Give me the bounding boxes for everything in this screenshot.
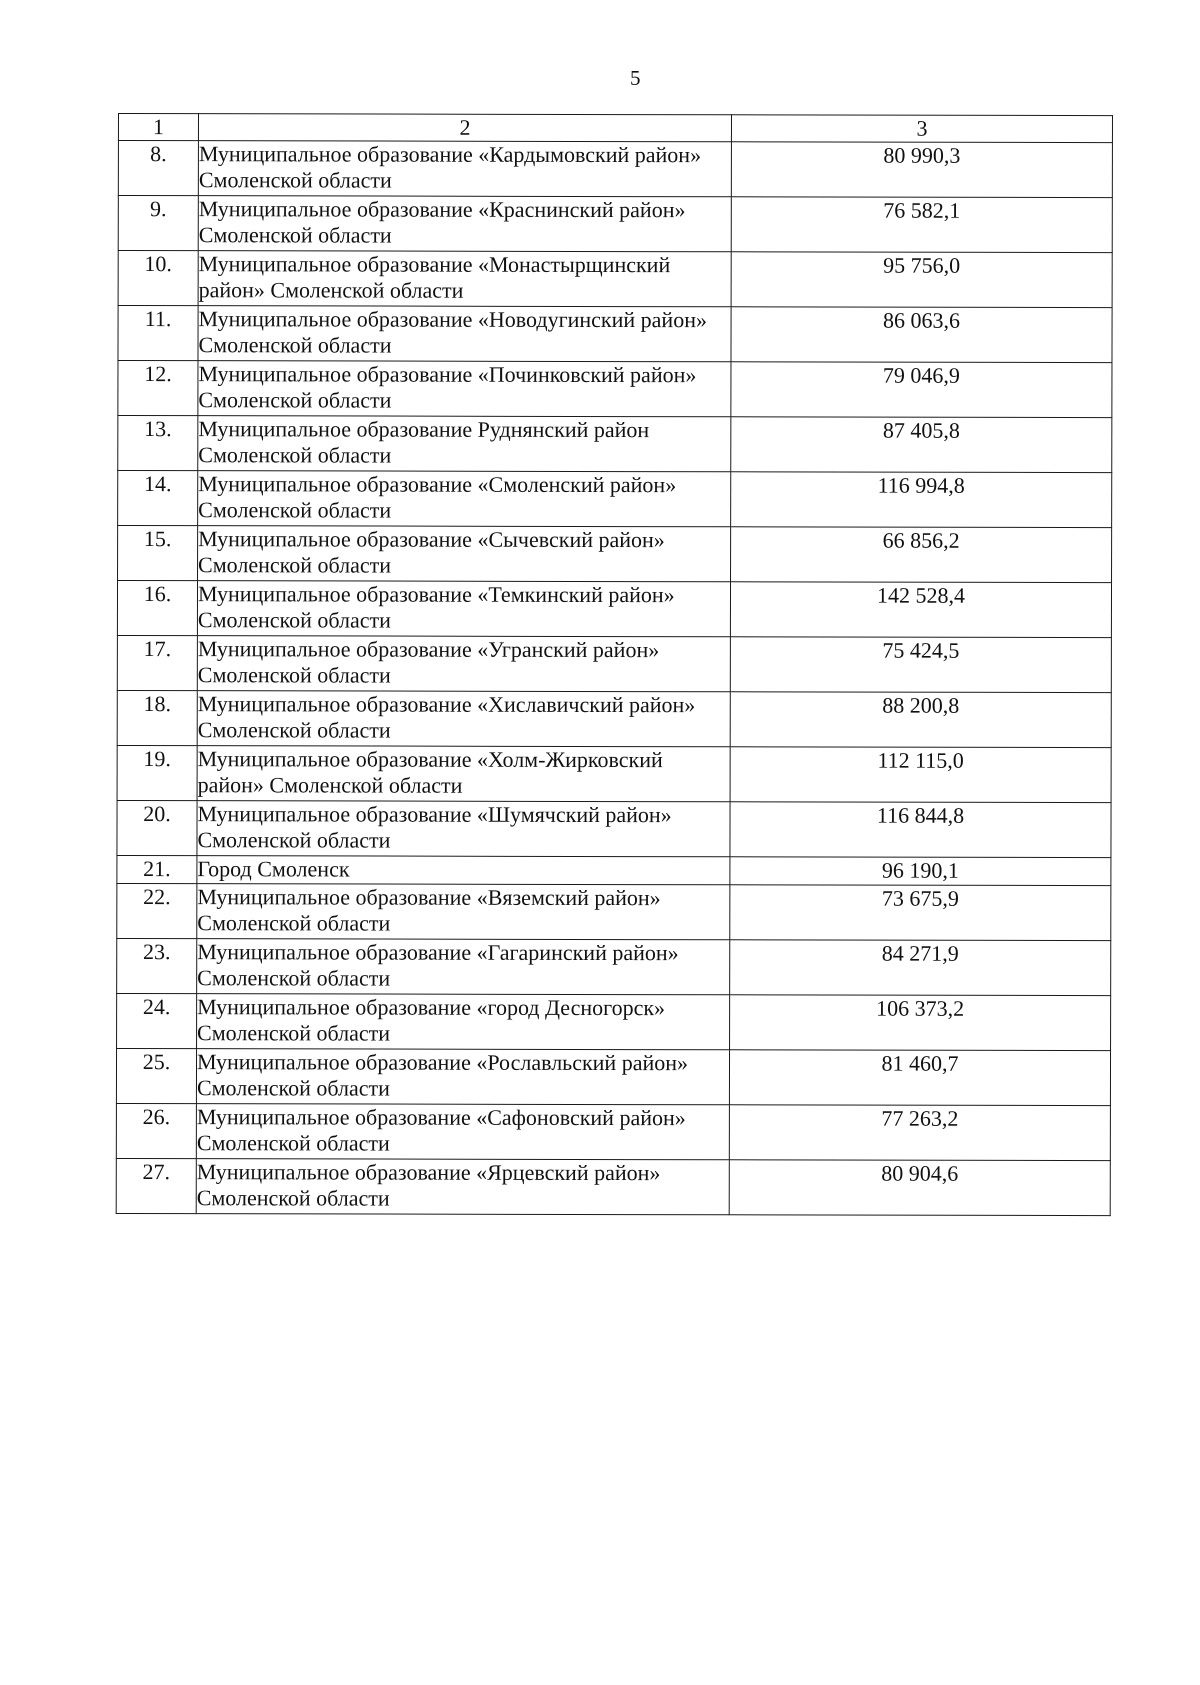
page-number: 5 — [630, 66, 641, 90]
table-row — [118, 526, 1112, 583]
amount-value: 116 844,8 — [730, 802, 1111, 858]
municipality-name: Муниципальное образование «Кардымовский район» Смоленской области — [198, 141, 731, 197]
amount-value: 96 190,1 — [730, 857, 1111, 886]
table-row — [117, 855, 1111, 885]
table-row — [118, 471, 1112, 528]
amount-value: 87 405,8 — [731, 417, 1112, 473]
table-row — [117, 993, 1111, 1050]
municipality-name: Муниципальное образование «Монастырщинский район» Смоленской области — [198, 251, 731, 307]
row-number: 14. — [118, 471, 198, 526]
municipality-name: Муниципальное образование «Рославльский район» Смоленской области — [196, 1049, 729, 1105]
municipality-name: Муниципальное образование «Сафоновский район» Смоленской области — [196, 1104, 729, 1160]
municipality-name: Муниципальное образование «Починковский район» Смоленской области — [198, 361, 731, 417]
table-header-row — [118, 114, 1112, 143]
municipality-name: Муниципальное образование «Смоленский район» Смоленской области — [198, 471, 731, 527]
row-number: 17. — [117, 635, 197, 690]
row-number: 11. — [118, 306, 198, 361]
amount-value: 112 115,0 — [730, 747, 1111, 803]
amount-value: 75 424,5 — [730, 637, 1111, 693]
municipality-name: Муниципальное образование «Вяземский район» Смоленской области — [197, 884, 730, 940]
row-number: 25. — [116, 1048, 196, 1103]
municipality-name: Муниципальное образование «Холм-Жирковский район» Смоленской области — [197, 746, 730, 802]
table-row — [117, 800, 1111, 857]
municipality-name: Муниципальное образование «Гагаринский район» Смоленской области — [197, 939, 730, 995]
amount-value: 88 200,8 — [730, 692, 1111, 748]
table-row — [118, 251, 1112, 308]
table-row — [117, 635, 1111, 692]
amount-value: 77 263,2 — [729, 1105, 1110, 1161]
row-number: 22. — [117, 883, 197, 938]
table-row — [118, 306, 1112, 363]
municipality-name: Муниципальное образование «Краснинский район» Смоленской области — [198, 196, 731, 252]
row-number: 18. — [117, 690, 197, 745]
row-number: 15. — [118, 526, 198, 581]
row-number: 9. — [118, 196, 198, 251]
table-row — [117, 581, 1111, 638]
row-number: 19. — [117, 745, 197, 800]
municipality-name: Муниципальное образование «Хиславичский район» Смоленской области — [197, 691, 730, 747]
municipality-name: Муниципальное образование «Новодугинский район» Смоленской области — [198, 306, 731, 362]
municipality-name: Муниципальное образование Руднянский район Смоленской области — [198, 416, 731, 472]
amount-value: 73 675,9 — [730, 885, 1111, 941]
table-row — [117, 938, 1111, 995]
amount-value: 80 904,6 — [729, 1160, 1110, 1216]
amount-value: 81 460,7 — [729, 1050, 1110, 1106]
amount-value: 106 373,2 — [730, 995, 1111, 1051]
row-number: 27. — [116, 1158, 196, 1213]
table-row — [117, 690, 1111, 747]
municipality-name: Муниципальное образование «Угранский район» Смоленской области — [197, 636, 730, 692]
amount-value: 66 856,2 — [731, 527, 1112, 583]
row-number: 26. — [116, 1103, 196, 1158]
allocation-table — [116, 113, 1113, 1216]
amount-value: 95 756,0 — [731, 252, 1112, 308]
table-row — [116, 1158, 1110, 1215]
table-row — [118, 141, 1112, 198]
municipality-name: Муниципальное образование «город Десногорск» Смоленской области — [197, 994, 730, 1050]
amount-value: 86 063,6 — [731, 307, 1112, 363]
row-number: 20. — [117, 800, 197, 855]
row-number: 10. — [118, 251, 198, 306]
amount-value: 142 528,4 — [730, 582, 1111, 638]
row-number: 13. — [118, 416, 198, 471]
municipality-name: Муниципальное образование «Ярцевский район» Смоленской области — [196, 1159, 729, 1215]
table-row — [116, 1103, 1110, 1160]
municipality-name: Муниципальное образование «Темкинский район» Смоленской области — [197, 581, 730, 637]
municipality-name: Город Смоленск — [197, 856, 730, 885]
row-number: 8. — [118, 141, 198, 196]
amount-value: 76 582,1 — [731, 197, 1112, 253]
column-header-name: 2 — [198, 114, 731, 142]
row-number: 12. — [118, 361, 198, 416]
amount-value: 80 990,3 — [731, 142, 1112, 198]
table-row — [118, 196, 1112, 253]
column-header-amount: 3 — [731, 115, 1112, 143]
amount-value: 79 046,9 — [731, 362, 1112, 418]
table-row — [117, 883, 1111, 940]
table-row — [116, 1048, 1110, 1105]
municipality-name: Муниципальное образование «Шумячский район» Смоленской области — [197, 801, 730, 857]
row-number: 24. — [117, 993, 197, 1048]
table-row — [118, 416, 1112, 473]
column-header-number: 1 — [118, 114, 198, 141]
row-number: 16. — [117, 581, 197, 636]
row-number: 21. — [117, 855, 197, 883]
row-number: 23. — [117, 938, 197, 993]
table-row — [117, 745, 1111, 802]
municipality-name: Муниципальное образование «Сычевский район» Смоленской области — [198, 526, 731, 582]
amount-value: 84 271,9 — [730, 940, 1111, 996]
amount-value: 116 994,8 — [731, 472, 1112, 528]
table-row — [118, 361, 1112, 418]
